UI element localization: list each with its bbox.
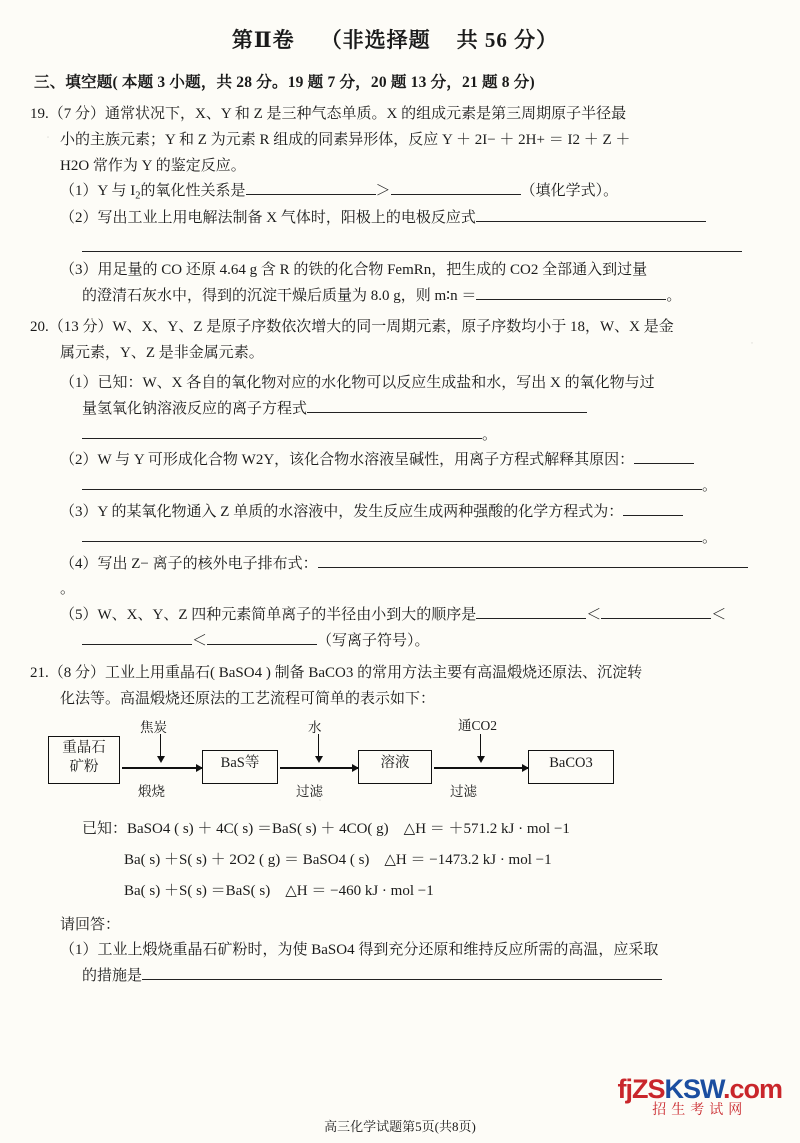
watermark-logo-c: .com [722, 1073, 782, 1104]
q19-line3: H2O 常作为 Y 的鉴定反应。 [60, 157, 246, 174]
q21-sub1-line1: （1）工业上煅烧重晶石矿粉时，为使 BaSO4 得到充分还原和维持反应所需的高温，应采取 [60, 942, 659, 959]
flow-box-barite-powder [48, 736, 120, 784]
q20-line2: 属元素，Y、Z 是非金属元素。 [60, 345, 264, 362]
watermark-logo-b: KSW [664, 1073, 723, 1104]
q21-sub1-line2: 的措施是 [82, 968, 143, 985]
q21-eq-2: Ba( s) ＋S( s) ＋ 2O2 ( g) ＝ BaSO4 ( s) △H ＝ −1473.2 kJ · mol −1 [124, 852, 552, 869]
page-title [30, 24, 760, 54]
q20-sub1-period: 。 [482, 426, 498, 443]
flow-arrow-1 [122, 767, 202, 768]
q19-blank-5[interactable] [476, 284, 666, 300]
q20-blank-6[interactable] [82, 526, 702, 542]
flow-label-co2: 通CO2 [458, 718, 498, 734]
q20-sub1 [30, 371, 760, 448]
q21-eq-3: Ba( s) ＋S( s) ＝BaS( s) △H ＝ −460 kJ · mol −1 [124, 882, 434, 899]
q20-sub2 [30, 448, 760, 500]
q21-line2: 化法等。高温煅烧还原法的工艺流程可简单的表示如下： [60, 690, 436, 707]
q20-sub1-line1: （1）已知：W、X 各自的氧化物对应的水化物可以反应生成盐和水，写出 X 的氧化物与过 [60, 375, 655, 392]
q19-blank-3[interactable] [476, 206, 706, 222]
q19-line2: 小的主族元素；Y 和 Z 为元素 R 组成的同素异形体，反应 Y ＋ 2I− ＋ 2H+ ＝ I2 ＋ Z ＋ [60, 131, 631, 148]
title-part3: 共 56 分） [456, 28, 559, 52]
q20-blank-2[interactable] [82, 423, 482, 439]
title-part1: 第Ⅱ卷 [231, 28, 295, 52]
process-flow-diagram [30, 718, 760, 808]
watermark-logo-a: fjZS [617, 1073, 665, 1104]
q21-equations [30, 814, 760, 906]
q20-sub5-lt3: ＜ [192, 633, 208, 649]
q19-sub1-text-b: 的氧化性关系是 [140, 183, 246, 200]
q20-sub5-text: （5）W、X、Y、Z 四种元素简单离子的半径由小到大的顺序是 [60, 607, 477, 624]
q19-sub1: （1）Y 与 $I_2$的氧化性关系是 ＞ （填化学式）。 [30, 179, 760, 205]
q21-answer-prompt: 请回答： [60, 916, 121, 933]
q19-line1: 19.（7 分）通常状况下，X、Y 和 Z 是三种气态单质。X 的组成元素是第三周期原子半径最 [30, 106, 627, 122]
q19-sub3-line1: （3）用足量的 CO 还原 4.64 g 含 R 的铁的化合物 FemRn，把生成的 CO2 全部通入到过量 [60, 261, 648, 278]
q20-blank-7[interactable] [318, 552, 748, 568]
flow-box-1-line1: 重晶石 [62, 740, 106, 757]
q20-blank-1[interactable] [307, 397, 587, 413]
q20-sub2-line1: （2）W 与 Y 可形成化合物 W2Y，该化合物水溶液呈碱性，用离子方程式解释其原因： [60, 452, 635, 469]
flow-label-filter-1: 过滤 [296, 784, 323, 800]
flow-label-calcine: 煅烧 [138, 784, 165, 800]
q19-blank-4[interactable] [82, 234, 742, 252]
q21-blank-1[interactable] [142, 964, 662, 980]
q19-blank-1[interactable] [246, 179, 376, 195]
q19-blank-2[interactable] [391, 179, 521, 195]
flow-arrow-3 [434, 767, 528, 768]
section-heading: 三、填空题( 本题 3 小题，共 28 分。19 题 7 分，20 题 13 分，21 题 8 分) [34, 74, 535, 91]
q20-blank-8[interactable] [476, 603, 586, 619]
page-footer: 高三化学试题第5页(共8页) [324, 1119, 476, 1134]
q21-sub1 [30, 938, 760, 990]
flow-label-water: 水 [308, 720, 322, 736]
question-20 [30, 315, 760, 654]
q19-sub3 [30, 258, 760, 310]
q21-eq-1 [82, 814, 760, 845]
watermark-text: 招生考试网 [652, 1101, 748, 1118]
question-21 [30, 661, 760, 990]
q19-sub2 [30, 206, 760, 232]
q21-eq-1-text: BaSO4 ( s) ＋ 4C( s) ＝BaS( s) ＋ 4CO( g) △H ＝ ＋571.2 kJ · mol −1 [127, 821, 570, 838]
flow-box-1-line2: 矿粉 [69, 758, 99, 775]
flow-box-solution: 溶液 [358, 750, 432, 784]
q19-sub3-line2: 的澄清石灰水中，得到的沉淀干燥后质量为 8.0 g，则 m∶n ＝ [82, 287, 477, 304]
q20-blank-10[interactable] [82, 629, 192, 645]
flow-box-bas: BaS等 [202, 750, 278, 784]
q20-blank-5[interactable] [623, 500, 683, 516]
q21-line1: 21.（8 分）工业上用重晶石( BaSO4 ) 制备 BaCO3 的常用方法主要有高温煅烧还原法、沉淀转 [30, 664, 643, 681]
q20-sub4-period: 。 [60, 581, 76, 598]
q20-blank-3[interactable] [634, 448, 694, 464]
q20-blank-9[interactable] [601, 603, 711, 619]
q20-sub3 [30, 500, 760, 552]
q20-sub3-line1: （3）Y 的某氧化物通入 Z 单质的水溶液中，发生反应生成两种强酸的化学方程式为： [60, 504, 624, 521]
q19-sub1-text-c: （填化学式）。 [520, 183, 619, 200]
q20-line1: 20.（13 分）W、X、Y、Z 是原子序数依次增大的同一周期元素，原子序数均小于 18，W、X 是金 [30, 319, 674, 336]
q19-sub2-text: （2）写出工业上用电解法制备 X 气体时，阳极上的电极反应式 [60, 209, 476, 226]
q20-sub4-text: （4）写出 Z− 离子的核外电子排布式： [60, 555, 318, 572]
q20-sub5 [30, 603, 760, 655]
q20-sub4 [30, 552, 760, 604]
q20-sub2-period: 。 [702, 478, 718, 495]
q19-sub3-period: 。 [666, 287, 682, 304]
q19-sub1-text-a: （1）Y 与 I [60, 183, 136, 200]
flow-box-baco3: BaCO3 [528, 750, 614, 784]
q19-sub1-gt: ＞ [375, 183, 391, 200]
flow-label-coke: 焦炭 [140, 720, 167, 736]
q21-eq-head: 已知： [82, 821, 128, 838]
q20-blank-4[interactable] [82, 474, 702, 490]
flow-arrow-2 [280, 767, 358, 768]
q20-sub1-line2: 量氢氧化钠溶液反应的离子方程式 [82, 400, 308, 417]
q20-sub5-tail: （写离子符号）。 [317, 633, 430, 649]
title-part2: （非选择题 [320, 28, 431, 52]
watermark-logo [617, 1075, 782, 1103]
q20-blank-11[interactable] [207, 629, 317, 645]
flow-label-filter-2: 过滤 [450, 784, 477, 800]
watermark [617, 1075, 782, 1117]
q20-sub5-lt2: ＜ [711, 607, 727, 624]
q20-sub3-period: 。 [702, 529, 718, 546]
q20-sub5-lt1: ＜ [586, 607, 602, 624]
question-19 [30, 102, 760, 309]
flow-varrow-co2 [480, 734, 481, 756]
